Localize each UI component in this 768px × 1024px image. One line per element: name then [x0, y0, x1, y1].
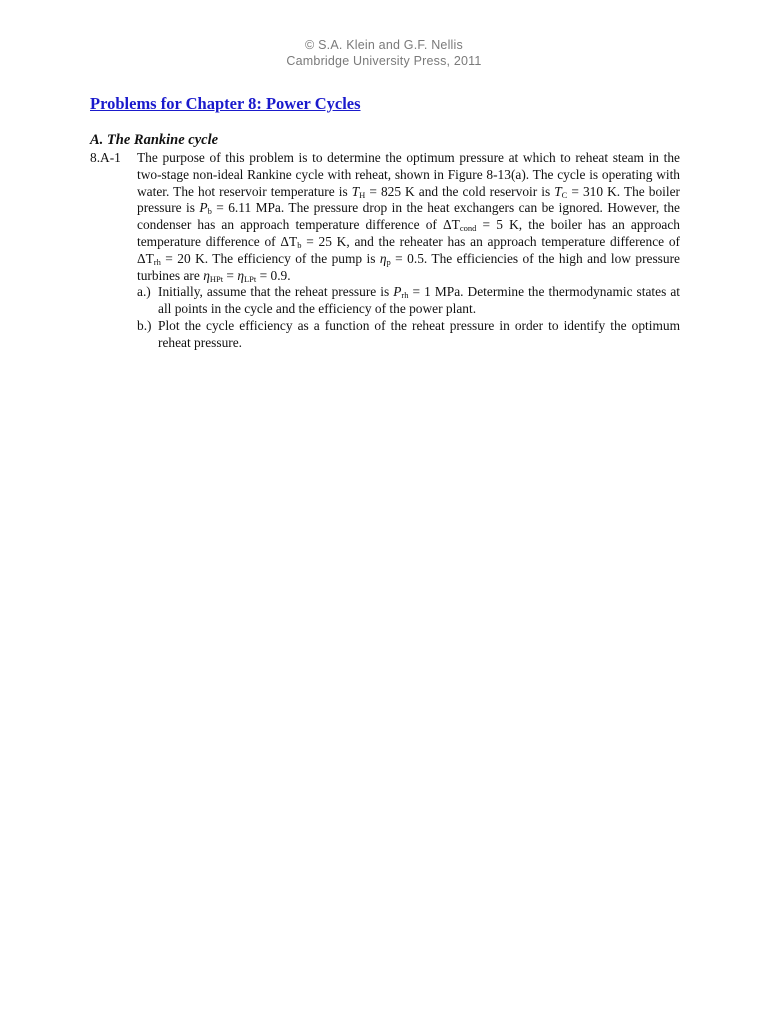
- problem-text-10: = 0.9.: [256, 267, 291, 283]
- problem-statement: [137, 150, 680, 284]
- page-header: [0, 37, 768, 69]
- sub-hpt: HPt: [209, 273, 224, 284]
- problem-text-3: = 310 K. The boiler pressure is: [137, 183, 680, 216]
- sub-lpt: LPt: [243, 273, 257, 284]
- subpart-b: [137, 318, 680, 352]
- subpart-a-label: a.): [137, 284, 151, 300]
- sub-p: p: [386, 256, 391, 267]
- chapter-title-link[interactable]: Problems for Chapter 8: Power Cycles: [90, 94, 361, 113]
- subpart-a: [137, 284, 680, 318]
- subpart-a-text-2: = 1 MPa. Determine the thermodynamic states at all points in the cycle and the efficiency of the power plant.: [158, 284, 681, 317]
- sub-c: C: [561, 189, 568, 200]
- problem-8a1: [90, 150, 680, 352]
- problem-text-6: = 25 K, and the reheater has an approach temperature difference of ΔT: [137, 233, 680, 266]
- var-p-reheat: P: [393, 284, 402, 300]
- problem-text-1: The purpose of this problem is to determine the optimum pressure at which to reheat steam in the two-stage non-ideal Rankine cycle with reheat, shown in Figure 8-13(a). The cycle is operating with water. The hot reservoir temperature is: [137, 150, 680, 199]
- subpart-a-text-1: Initially, assume that the reheat pressure is: [158, 284, 394, 300]
- var-eta-pump: η: [379, 250, 387, 266]
- problem-text-7: = 20 K. The efficiency of the pump is: [160, 250, 380, 266]
- publisher-line: Cambridge University Press, 2011: [286, 54, 482, 68]
- problem-number: 8.A-1: [90, 150, 121, 165]
- subpart-b-text: Plot the cycle efficiency as a function of the reheat pressure in order to identify the optimum reheat pressure.: [158, 317, 680, 350]
- problem-text-9: =: [223, 267, 238, 283]
- sub-h: H: [359, 189, 366, 200]
- problem-text-5: = 5 K, the boiler has an approach temperature difference of ΔT: [137, 217, 680, 249]
- var-t-cold: T: [554, 183, 562, 199]
- sub-b2: b: [297, 239, 302, 250]
- sub-rh-a: rh: [401, 290, 409, 301]
- problem-text-8: = 0.5. The efficiencies of the high and low pressure turbines are: [137, 250, 680, 283]
- problem-text-2: = 825 K and the cold reservoir is: [365, 183, 555, 199]
- var-eta-lpt: η: [237, 267, 244, 283]
- section-title: A. The Rankine cycle: [90, 132, 219, 148]
- sub-rh: rh: [153, 256, 161, 267]
- var-eta-hpt: η: [203, 267, 210, 283]
- problem-text-4: = 6.11 MPa. The pressure drop in the heat exchangers can be ignored. However, the condenser has an approach temperature difference of ΔT: [137, 200, 680, 233]
- var-p-boiler: P: [199, 200, 208, 216]
- var-t-hot: T: [351, 183, 360, 199]
- sub-b: b: [207, 206, 212, 217]
- sub-cond: cond: [459, 223, 477, 234]
- copyright-line: © S.A. Klein and G.F. Nellis: [305, 38, 463, 52]
- subpart-b-label: b.): [137, 317, 152, 333]
